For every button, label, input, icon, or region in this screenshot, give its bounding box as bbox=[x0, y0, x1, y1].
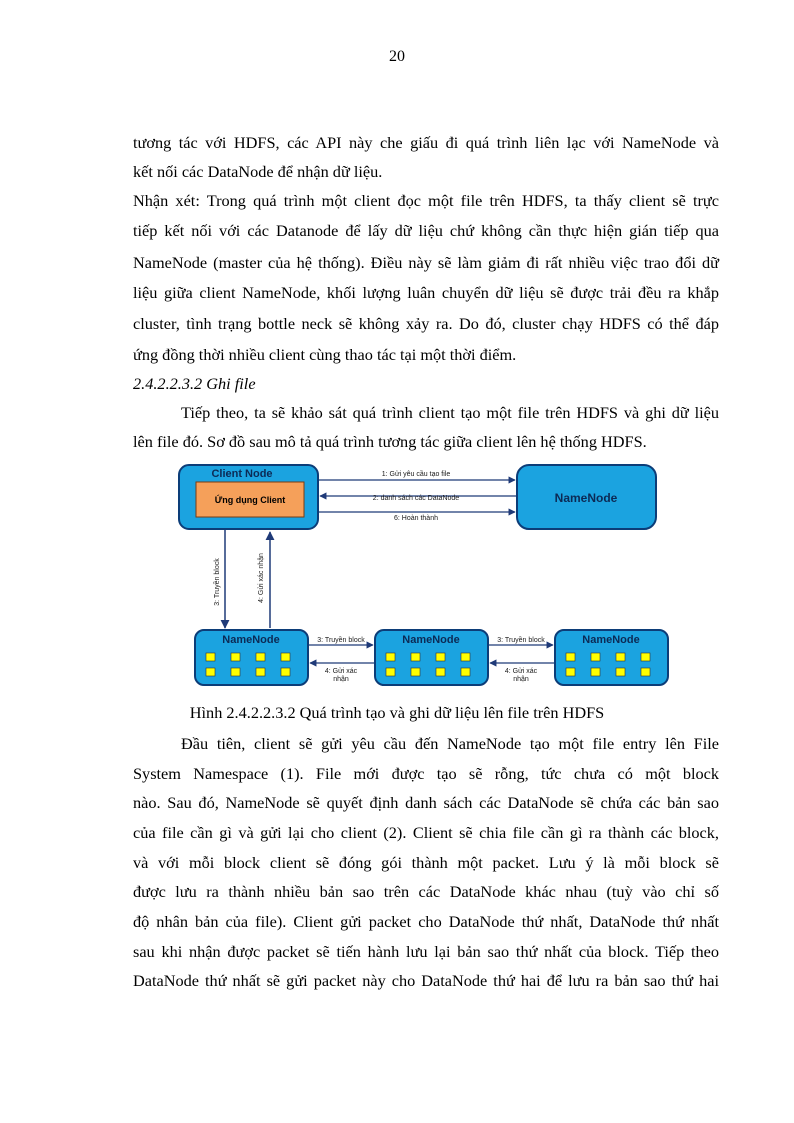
label-step-1: 1: Gửi yêu cầu tạo file bbox=[381, 471, 451, 478]
client-app-label: Ứng dụng Client bbox=[214, 495, 286, 505]
data-node-3-label: NameNode bbox=[582, 634, 640, 646]
data-node-1 bbox=[195, 630, 308, 685]
label-ack-2-1-line-2: nhận bbox=[333, 676, 349, 683]
client-node bbox=[179, 465, 318, 529]
label-step-3-vertical: 3: Truyền block bbox=[214, 558, 221, 606]
data-node-2 bbox=[375, 630, 488, 685]
section-heading: 2.4.2.2.3.2 Ghi file bbox=[133, 374, 256, 393]
paragraph-remark-line-2: tiếp kết nối với các Datanode để lấy dữ liệu chứ không cần thực hiện gián tiếp qua bbox=[133, 221, 719, 240]
paragraph-remark-line-4: liệu giữa client NameNode, khối lượng luân chuyển dữ liệu sẽ được trải đều ra khắp bbox=[133, 283, 719, 302]
label-ack-3-2-line-1: 4: Gửi xác bbox=[504, 668, 538, 675]
label-step-4-vertical: 4: Gửi xác nhận bbox=[258, 553, 265, 603]
paragraph-remark-line-5: cluster, tình trạng bottle neck sẽ không xảy ra. Do đó, cluster chạy HDFS có thể đáp bbox=[133, 314, 719, 333]
paragraph-body-line-2: System Namespace (1). File mới được tạo sẽ rỗng, tức chưa có một block bbox=[133, 764, 719, 783]
page-number: 20 bbox=[389, 48, 405, 65]
paragraph-intro-line-1: tương tác với HDFS, các API này che giấu đi quá trình liên lạc với NameNode và bbox=[133, 133, 719, 152]
paragraph-body-line-4: của file cần gì và gửi lại cho client (2). Client sẽ chia file cần gì ra thành các block, bbox=[133, 823, 719, 842]
paragraph-remark-line-3: NameNode (master của hệ thống). Điều này sẽ làm giảm đi rất nhiều việc trao đổi dữ bbox=[133, 253, 719, 272]
paragraph-body-line-7: độ nhân bản của file). Client gửi packet cho DataNode thứ nhất, DataNode thứ nhất bbox=[133, 912, 719, 931]
label-transfer-2-3: 3: Truyền block bbox=[497, 637, 545, 644]
figure-caption: Hình 2.4.2.2.3.2 Quá trình tạo và ghi dữ liệu lên file trên HDFS bbox=[189, 703, 605, 722]
paragraph-body-line-3: nào. Sau đó, NameNode sẽ quyết định danh sách các DataNode sẽ chứa các bản sao bbox=[133, 793, 719, 812]
label-step-6: 6: Hoàn thành bbox=[394, 515, 438, 522]
paragraph-intro-line-2: kết nối các DataNode để nhận dữ liệu. bbox=[133, 162, 383, 181]
paragraph-body-line-6: được lưu ra thành nhiều bản sao trên các DataNode khác nhau (tuỳ vào chỉ số bbox=[133, 882, 719, 901]
main-namenode bbox=[517, 465, 656, 529]
data-node-2-label: NameNode bbox=[402, 634, 460, 646]
label-ack-3-2-line-2: nhận bbox=[513, 676, 529, 683]
label-ack-2-1-line-1: 4: Gửi xác bbox=[324, 668, 358, 675]
client-node-title: Client Node bbox=[211, 468, 273, 480]
paragraph-body-line-5: và với mỗi block client sẽ đóng gói thành một packet. Lưu ý là mỗi block sẽ bbox=[133, 853, 719, 872]
main-namenode-label: NameNode bbox=[554, 491, 618, 505]
hdfs-write-diagram bbox=[176, 462, 672, 698]
paragraph-remark-line-6: ứng đồng thời nhiều client cùng thao tác tại một thời điểm. bbox=[133, 345, 517, 364]
paragraph-body-line-8: sau khi nhận được packet sẽ tiến hành lưu lại bản sao thứ nhất của block. Tiếp theo bbox=[133, 942, 719, 961]
label-transfer-1-2: 3: Truyền block bbox=[317, 637, 365, 644]
paragraph-body-line-1: Đầu tiên, client sẽ gửi yêu cầu đến NameNode tạo một file entry lên File bbox=[181, 734, 719, 753]
data-node-1-label: NameNode bbox=[222, 634, 280, 646]
paragraph-next-line-2: lên file đó. Sơ đồ sau mô tả quá trình tương tác giữa client lên hệ thống HDFS. bbox=[133, 432, 647, 451]
paragraph-body-line-9: DataNode thứ nhất sẽ gửi packet này cho DataNode thứ hai để lưu ra bản sao thứ hai bbox=[133, 971, 719, 990]
paragraph-next-line-1: Tiếp theo, ta sẽ khảo sát quá trình client tạo một file trên HDFS và ghi dữ liệu bbox=[181, 403, 719, 422]
paragraph-remark-line-1: Nhận xét: Trong quá trình một client đọc một file trên HDFS, ta thấy client sẽ trực bbox=[133, 191, 719, 210]
data-node-3 bbox=[555, 630, 668, 685]
label-step-2: 2: danh sách các DataNode bbox=[372, 495, 460, 502]
